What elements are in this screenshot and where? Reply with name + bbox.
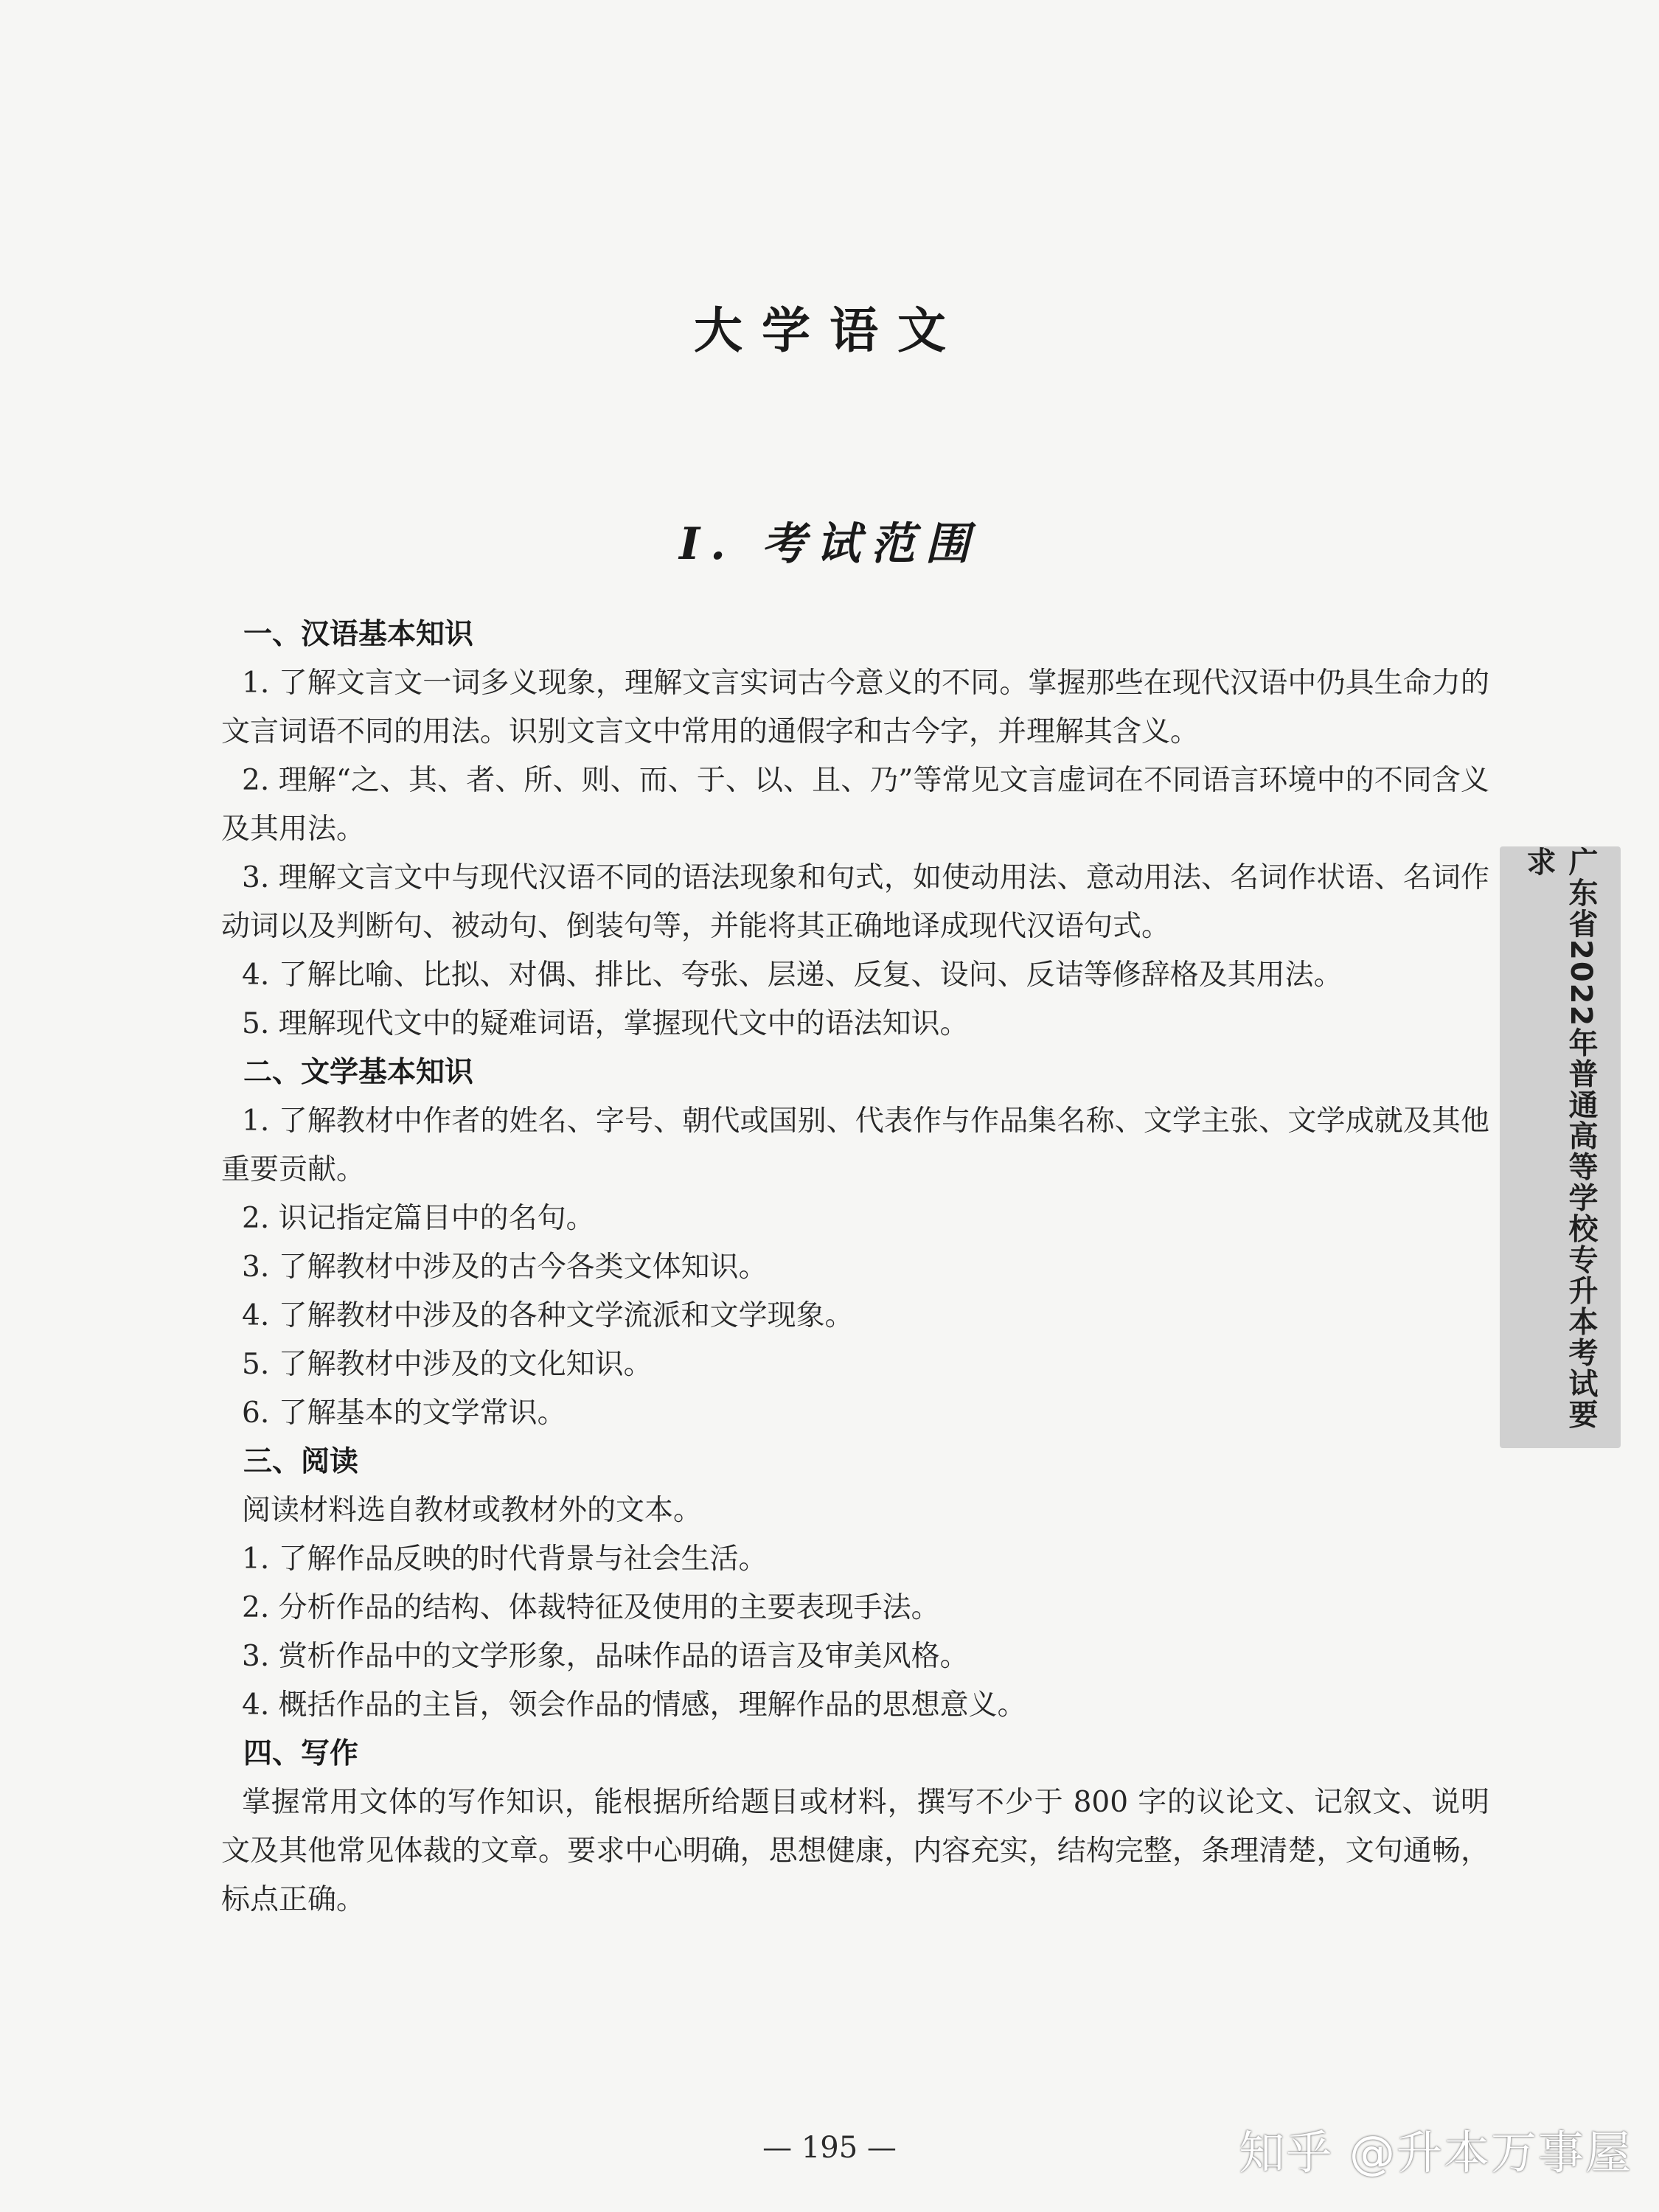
- paragraph: 6. 了解基本的文学常识。: [242, 1397, 566, 1430]
- side-tab-label: 广东省2022年普通高等学校专升本考试要求: [1522, 846, 1598, 1430]
- section-heading: 一、汉语基本知识: [243, 618, 474, 651]
- paragraph: 4. 概括作品的主旨，领会作品的情感，理解作品的思想意义。: [242, 1688, 1026, 1722]
- paragraph: 1. 了解文言文一词多义现象，理解文言实词古今意义的不同。掌握那些在现代汉语中仍具生命力的文言词语不同的用法。识别文言文中常用的通假字和古今字，并理解其含义。: [221, 667, 1489, 748]
- paragraph: 2. 分析作品的结构、体裁特征及使用的主要表现手法。: [242, 1591, 940, 1624]
- paragraph: 2. 理解“之、其、者、所、则、而、于、以、且、乃”等常见文言虚词在不同语言环境中的不同含义及其用法。: [221, 764, 1489, 846]
- section-heading: 三、阅读: [243, 1445, 359, 1478]
- watermark: 知乎 @升本万事屋: [1239, 2126, 1632, 2180]
- section-heading: 四、写作: [243, 1737, 359, 1770]
- paragraph: 3. 赏析作品中的文学形象，品味作品的语言及审美风格。: [242, 1640, 969, 1673]
- part-heading: Ⅰ. 考试范围: [679, 518, 980, 570]
- paragraph: 1. 了解作品反映的时代背景与社会生活。: [242, 1543, 768, 1576]
- paragraph: 5. 理解现代文中的疑难词语，掌握现代文中的语法知识。: [242, 1007, 969, 1040]
- page-number: — 195 —: [762, 2131, 897, 2165]
- paragraph: 3. 理解文言文中与现代汉语不同的语法现象和句式，如使动用法、意动用法、名词作状语、名词作动词以及判断句、被动句、倒装句等，并能将其正确地译成现代汉语句式。: [221, 861, 1489, 943]
- document-title: 大学语文: [694, 302, 965, 359]
- content-body: [221, 611, 1489, 1924]
- paragraph: 1. 了解教材中作者的姓名、字号、朝代或国别、代表作与作品集名称、文学主张、文学成就及其他重要贡献。: [221, 1105, 1489, 1186]
- paragraph: 阅读材料选自教材或教材外的文本。: [242, 1494, 703, 1527]
- paragraph: 5. 了解教材中涉及的文化知识。: [242, 1348, 653, 1381]
- section-heading: 二、文学基本知识: [243, 1056, 474, 1089]
- paragraph: 2. 识记指定篇目中的名句。: [242, 1202, 595, 1235]
- paragraph: 4. 了解教材中涉及的各种文学流派和文学现象。: [242, 1299, 854, 1332]
- paragraph: 掌握常用文体的写作知识，能根据所给题目或材料，撰写不少于 800 字的议论文、记叙文、说明文及其他常见体裁的文章。要求中心明确，思想健康，内容充实，结构完整，条理清楚，文句通畅，标点正确。: [221, 1786, 1489, 1916]
- side-tab: [1500, 846, 1621, 1448]
- paragraph: 3. 了解教材中涉及的古今各类文体知识。: [242, 1251, 768, 1284]
- paragraph: 4. 了解比喻、比拟、对偶、排比、夸张、层递、反复、设问、反诘等修辞格及其用法。: [242, 959, 1343, 992]
